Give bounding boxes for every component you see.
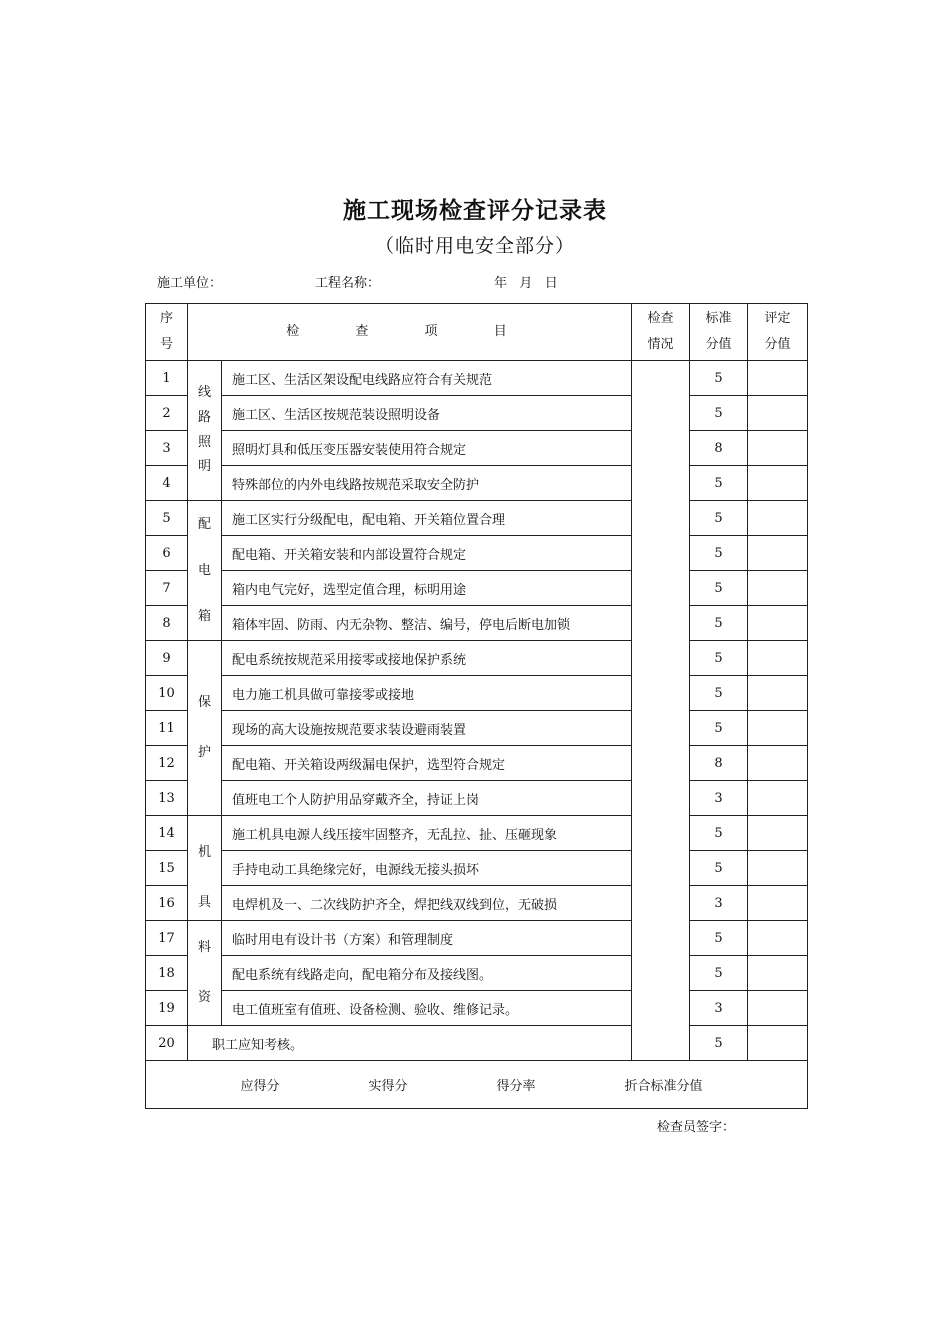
table-row	[146, 886, 808, 921]
row-number: 19	[146, 991, 188, 1026]
converted-score-label: 折合标准分值	[624, 1079, 703, 1094]
header-seq: 序 号	[146, 304, 188, 361]
standard-score: 5	[690, 1026, 748, 1061]
category-tools: 机 具	[188, 816, 222, 921]
summary-cell	[146, 1061, 808, 1109]
standard-score: 8	[690, 746, 748, 781]
row-number: 6	[146, 536, 188, 571]
standard-score: 5	[690, 816, 748, 851]
table-row	[146, 361, 808, 396]
table-row	[146, 606, 808, 641]
standard-score: 5	[690, 851, 748, 886]
row-number: 4	[146, 466, 188, 501]
form-title: 施工现场检查评分记录表	[343, 197, 607, 224]
row-number: 11	[146, 711, 188, 746]
table-row	[146, 991, 808, 1026]
check-item: 箱内电气完好，选型定值合理，标明用途	[222, 571, 632, 606]
standard-score: 8	[690, 431, 748, 466]
table-row	[146, 1026, 808, 1061]
rating-score-cell[interactable]	[748, 991, 808, 1026]
check-item: 值班电工个人防护用品穿戴齐全，持证上岗	[222, 781, 632, 816]
standard-score: 5	[690, 501, 748, 536]
row-number: 7	[146, 571, 188, 606]
header-row	[146, 304, 808, 361]
check-item: 电焊机及一、二次线防护齐全，焊把线双线到位，无破损	[222, 886, 632, 921]
rating-score-cell[interactable]	[748, 571, 808, 606]
category-documents: 料 资	[188, 921, 222, 1026]
row-number: 8	[146, 606, 188, 641]
standard-score: 5	[690, 536, 748, 571]
category-line-lighting: 线 路 照 明	[188, 361, 222, 501]
row-number: 20	[146, 1026, 188, 1061]
rating-score-cell[interactable]	[748, 606, 808, 641]
check-item: 施工区、生活区架设配电线路应符合有关规范	[222, 361, 632, 396]
rating-score-cell[interactable]	[748, 431, 808, 466]
project-name-label: 工程名称：	[315, 276, 381, 291]
check-item: 配电系统有线路走向，配电箱分布及接线图。	[222, 956, 632, 991]
row-number: 13	[146, 781, 188, 816]
rating-score-cell[interactable]	[748, 466, 808, 501]
header-standard: 标准 分值	[690, 304, 748, 361]
rating-score-cell[interactable]	[748, 851, 808, 886]
row-number: 14	[146, 816, 188, 851]
check-item: 施工区实行分级配电，配电箱、开关箱位置合理	[222, 501, 632, 536]
check-item: 职工应知考核。	[188, 1026, 632, 1061]
check-item: 手持电动工具绝缘完好，电源线无接头损坏	[222, 851, 632, 886]
score-rate-label: 得分率	[496, 1079, 536, 1094]
standard-score: 3	[690, 886, 748, 921]
table-row	[146, 536, 808, 571]
check-item: 箱体牢固、防雨、内无杂物、整洁、编号，停电后断电加锁	[222, 606, 632, 641]
construction-unit-label: 施工单位：	[157, 276, 223, 291]
check-status-cell[interactable]	[632, 361, 690, 1061]
rating-score-cell[interactable]	[748, 781, 808, 816]
summary-row	[146, 1061, 808, 1109]
rating-score-cell[interactable]	[748, 746, 808, 781]
table-row	[146, 571, 808, 606]
check-item: 照明灯具和低压变压器安装使用符合规定	[222, 431, 632, 466]
header-rating: 评定 分值	[748, 304, 808, 361]
standard-score: 5	[690, 641, 748, 676]
standard-score: 5	[690, 921, 748, 956]
standard-score: 5	[690, 466, 748, 501]
standard-score: 5	[690, 571, 748, 606]
rating-score-cell[interactable]	[748, 1026, 808, 1061]
date-label: 年 月 日	[494, 276, 558, 291]
check-item: 电工值班室有值班、设备检测、验收、维修记录。	[222, 991, 632, 1026]
rating-score-cell[interactable]	[748, 676, 808, 711]
row-number: 12	[146, 746, 188, 781]
check-item: 配电系统按规范采用接零或接地保护系统	[222, 641, 632, 676]
table-row	[146, 921, 808, 956]
check-item: 配电箱、开关箱设两级漏电保护，选型符合规定	[222, 746, 632, 781]
form-subtitle: （临时用电安全部分）	[374, 235, 575, 257]
row-number: 18	[146, 956, 188, 991]
header-check: 检查 情况	[632, 304, 690, 361]
check-item: 电力施工机具做可靠接零或接地	[222, 676, 632, 711]
rating-score-cell[interactable]	[748, 396, 808, 431]
table-row	[146, 746, 808, 781]
standard-score: 5	[690, 606, 748, 641]
row-number: 3	[146, 431, 188, 466]
check-item: 施工机具电源人线压接牢固整齐，无乱拉、扯、压砸现象	[222, 816, 632, 851]
check-item: 临时用电有设计书（方案）和管理制度	[222, 921, 632, 956]
standard-score: 3	[690, 991, 748, 1026]
standard-score: 5	[690, 396, 748, 431]
row-number: 9	[146, 641, 188, 676]
header-item: 检 查 项 目	[188, 304, 632, 361]
standard-score: 5	[690, 711, 748, 746]
standard-score: 3	[690, 781, 748, 816]
actual-score-label: 实得分	[368, 1079, 408, 1094]
rating-score-cell[interactable]	[748, 816, 808, 851]
rating-score-cell[interactable]	[748, 361, 808, 396]
check-item: 现场的高大设施按规范要求装设避雨装置	[222, 711, 632, 746]
rating-score-cell[interactable]	[748, 501, 808, 536]
rating-score-cell[interactable]	[748, 956, 808, 991]
table-row	[146, 816, 808, 851]
table-row	[146, 711, 808, 746]
rating-score-cell[interactable]	[748, 641, 808, 676]
row-number: 5	[146, 501, 188, 536]
check-item: 特殊部位的内外电线路按规范采取安全防护	[222, 466, 632, 501]
standard-score: 5	[690, 361, 748, 396]
row-number: 10	[146, 676, 188, 711]
rating-score-cell[interactable]	[748, 886, 808, 921]
table-row	[146, 781, 808, 816]
table-row	[146, 641, 808, 676]
row-number: 2	[146, 396, 188, 431]
row-number: 15	[146, 851, 188, 886]
rating-score-cell[interactable]	[748, 921, 808, 956]
standard-score: 5	[690, 956, 748, 991]
table-row	[146, 501, 808, 536]
rating-score-cell[interactable]	[748, 711, 808, 746]
row-number: 17	[146, 921, 188, 956]
inspector-signature-label: 检查员签字：	[657, 1120, 736, 1135]
category-protection: 保 护	[188, 641, 222, 816]
rating-score-cell[interactable]	[748, 536, 808, 571]
check-item: 施工区、生活区按规范装设照明设备	[222, 396, 632, 431]
table-row	[146, 956, 808, 991]
table-row	[146, 676, 808, 711]
check-item: 配电箱、开关箱安装和内部设置符合规定	[222, 536, 632, 571]
table-row	[146, 431, 808, 466]
inspection-table	[145, 303, 808, 1109]
table-row	[146, 851, 808, 886]
should-score-label: 应得分	[240, 1079, 280, 1094]
row-number: 1	[146, 361, 188, 396]
category-distribution-box: 配 电 箱	[188, 501, 222, 641]
standard-score: 5	[690, 676, 748, 711]
table-row	[146, 466, 808, 501]
table-row	[146, 396, 808, 431]
row-number: 16	[146, 886, 188, 921]
